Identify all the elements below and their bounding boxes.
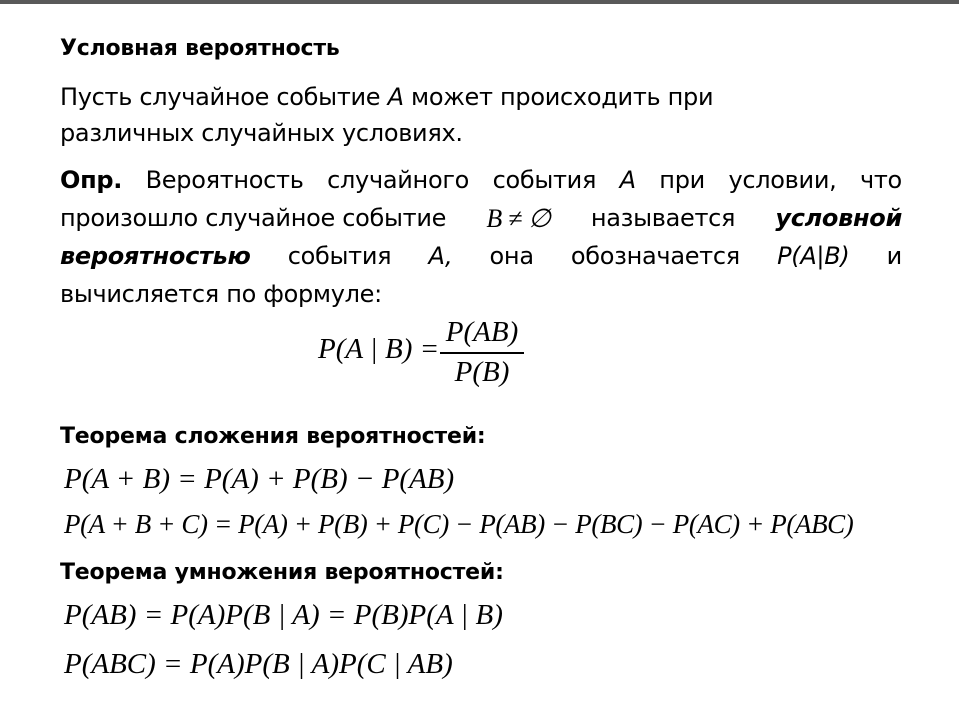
- definition-label: Опр.: [60, 166, 123, 194]
- addition-theorem-heading: Теорема сложения вероятностей:: [60, 424, 486, 449]
- def-text: события: [287, 242, 392, 270]
- definition-line-2: [60, 204, 902, 234]
- page-title: Условная вероятность: [60, 36, 340, 61]
- multiplication-formula-2: P(ABC) = P(A)P(B | A)P(C | AB): [64, 648, 453, 680]
- multiplication-theorem-heading: Теорема умножения вероятностей:: [60, 560, 504, 585]
- def-word: случайного: [327, 166, 470, 194]
- term-conditional: условной: [775, 204, 902, 232]
- def-text: и: [886, 242, 902, 270]
- def-event-a: A: [619, 166, 636, 194]
- def-text: она: [489, 242, 534, 270]
- fraction-numerator: P(AB): [445, 316, 519, 348]
- def-word: условии,: [728, 166, 837, 194]
- conditional-formula-lhs: P(A | B) =: [318, 333, 440, 365]
- intro-text-end: может происходить при: [403, 83, 714, 111]
- fraction-bar: [440, 352, 524, 354]
- fraction-denominator: P(B): [454, 356, 510, 388]
- addition-formula-1: P(A + B) = P(A) + P(B) − P(AB): [64, 463, 455, 495]
- multiplication-formula-1: P(AB) = P(A)P(B | A) = P(B)P(A | B): [64, 599, 503, 631]
- addition-formula-2: P(A + B + C) = P(A) + P(B) + P(C) − P(AB) − P(BC) − P(AC) + P(ABC): [64, 509, 854, 539]
- condition-expression: B ≠ ∅: [486, 204, 551, 233]
- definition-line-4: вычисляется по формуле:: [60, 280, 382, 308]
- term-probability: вероятностью: [60, 242, 251, 270]
- def-text: обозначается: [570, 242, 740, 270]
- condition-math: [486, 204, 550, 234]
- def-word: при: [659, 166, 705, 194]
- definition-line-1: [60, 166, 902, 194]
- def-word: события: [492, 166, 597, 194]
- intro-line-2: различных случайных условиях.: [60, 119, 463, 147]
- event-a: A: [387, 83, 404, 111]
- top-border: [0, 0, 959, 4]
- def-event-a: A,: [428, 242, 453, 270]
- def-text: произошло случайное событие: [60, 204, 447, 232]
- intro-line-1: [60, 83, 713, 111]
- def-word: Вероятность: [145, 166, 304, 194]
- conditional-notation: P(A|B): [777, 242, 850, 270]
- definition-line-3: [60, 242, 902, 270]
- def-word: что: [859, 166, 902, 194]
- intro-text: Пусть случайное событие: [60, 83, 388, 111]
- def-text: называется: [590, 204, 736, 232]
